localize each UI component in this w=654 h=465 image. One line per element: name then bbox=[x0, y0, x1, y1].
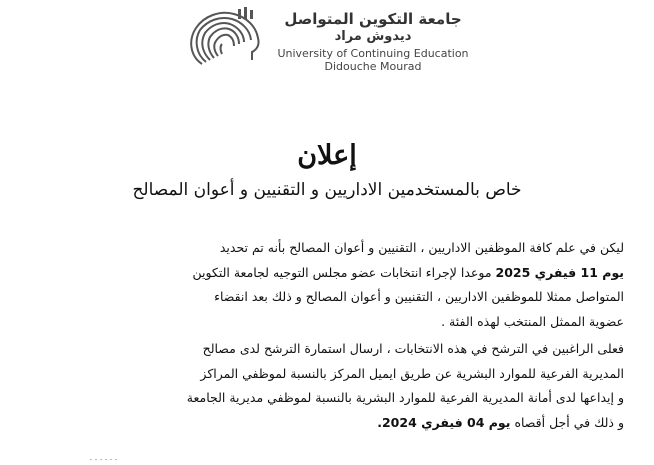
paragraph1-line4: عضوية الممثل المنتخب لهذه الفئة . bbox=[441, 313, 624, 329]
scan-mark bbox=[90, 458, 118, 461]
paragraph1-line1: ليكن في علم كافة الموظفين الاداريين ، التقنيين و أعوان المصالح بأنه تم تحديد bbox=[219, 240, 624, 255]
campus-name-en: Didouche Mourad bbox=[324, 60, 422, 73]
paragraph2-line4 bbox=[64, 411, 624, 436]
paragraph-candidacy bbox=[64, 337, 624, 435]
university-name-ar: جامعة التكوين المتواصل bbox=[284, 10, 462, 28]
paragraph2-line1: فعلى الراغبين في الترشح في هذه الانتخابات ، ارسال استمارة الترشح لدى مصالح bbox=[202, 341, 624, 356]
paragraph2-line4-start: و ذلك في أجل أقصاه bbox=[514, 414, 624, 430]
paragraph1-line3: المتواصل ممثلا للموظفين الاداريين ، التقنيين و أعوان المصالح و ذلك بعد انقضاء bbox=[214, 289, 624, 305]
paragraph2-line2: المديرية الفرعية للموارد البشرية عن طريق ايميل المركز بالنسبة لموظفي المراكز bbox=[200, 365, 624, 381]
announcement-subtitle: خاص بالمستخدمين الاداريين و التقنيين و أعوان المصالح bbox=[132, 180, 522, 200]
paragraph1-line2-rest: موعدا لإجراء انتخابات عضو مجلس التوجيه لجامعة التكوين bbox=[192, 264, 492, 280]
campus-name-ar: ديدوش مراد bbox=[334, 29, 412, 44]
university-head-logo-icon bbox=[180, 6, 266, 68]
university-name-en: University of Continuing Education bbox=[277, 47, 469, 60]
deadline-date: يوم 04 فيفري 2024. bbox=[377, 414, 511, 430]
announcement-title: إعلان bbox=[297, 140, 357, 171]
paragraph2-line3: و إيداعها لدى أمانة المديرية الفرعية للموارد البشرية بالنسبة لموظفي مديرية الجامعة bbox=[186, 390, 624, 406]
paragraph1-line2 bbox=[64, 261, 624, 286]
paragraph-election-date bbox=[64, 236, 624, 334]
university-name-block bbox=[268, 10, 478, 73]
election-date: يوم 11 فيفري 2025 bbox=[495, 264, 624, 280]
